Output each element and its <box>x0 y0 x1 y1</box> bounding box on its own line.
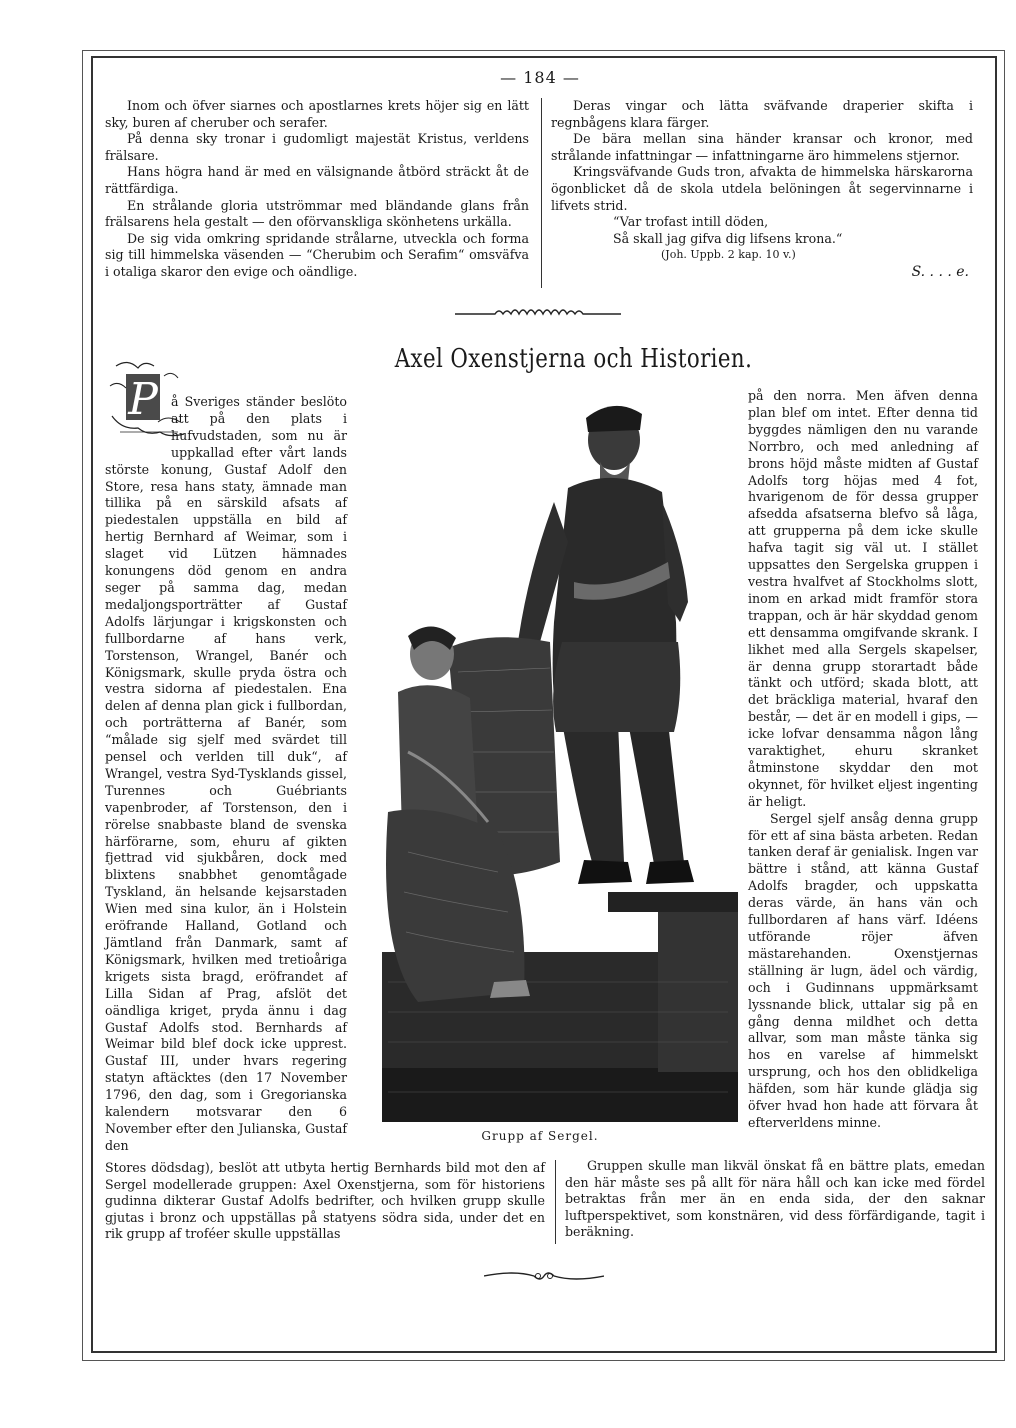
dropcap-letter: P <box>128 374 158 425</box>
article-bottom-left <box>105 1160 545 1243</box>
paragraph: På denna sky tronar i gudomligt majestät Kristus, verldens frälsare. <box>105 131 529 163</box>
article-left-text <box>105 394 347 1155</box>
paragraph: Stores dödsdag), beslöt att utbyta hertig Bernhards bild mot den af Sergel modellerade gruppen: Axel Oxenstjerna, som för historiens gudinna dikterar Gustaf Adolfs bedrifter, och hvilken grupp skulle gjutas i bronz och uppställas på statyens södra sida, under det en rik grupp af troféer skulle uppställas <box>105 1160 545 1242</box>
paragraph: Sergel sjelf ansåg denna grupp för ett af sina bästa arbeten. Redan tanken deraf är genialisk. Ingen var bättre i stånd, att känna Gustaf Adolfs bragder, och uppskatta deras värde, än hans vän och fullbordaren af hans värf. Idéens utförande röjer äfven mästarehanden. Oxenstjernas ställning är lugn, ädel och värdig, och i Gudinnans uppmärksamt lyssnande blick, uttalar sig på en gång denna mildhet och detta allvar, som man måste tänka sig hos en varelse af himmelskt ursprung, och hos den oblidkeliga häfden, som här kunde glädja sig öfver hvad hon hade att förvara åt efterverldens minne. <box>748 810 978 1130</box>
paragraph: De bära mellan sina händer kransar och kronor, med strålande infattningar — infattningarne äro himmelens stjernor. <box>551 131 973 163</box>
top-left-column <box>105 98 529 281</box>
article-bottom-right <box>565 1158 985 1241</box>
signature: S. . . . e. <box>911 263 969 280</box>
paragraph: Hans högra hand är med en välsignande åtbörd sträckt åt de rättfärdiga. <box>105 164 529 196</box>
figure-caption: Grupp af Sergel. <box>481 1129 599 1143</box>
paragraph: Inom och öfver siarnes och apostlarnes krets höjer sig en lätt sky, buren af cheruber och serafer. <box>105 98 529 130</box>
wavy-divider-ornament <box>455 304 621 320</box>
paragraph: De sig vida omkring spridande strålarne, utveckla och forma sig till himmelska väsenden — “Cherubim och Serafim“ omsväfva i otaliga skaror den evige och oändlige. <box>105 230 529 279</box>
quote-line: “Var trofast intill döden, <box>613 214 769 230</box>
article-right-column <box>748 388 978 1132</box>
paragraph: på den norra. Men äfven denna plan blef om intet. Efter denna tid byggdes nämligen den nu varande Norrbro, och med anledning af brons höjd måste midten af Gustaf Adolfs torg höjas med 4 fot, hvarigenom de för dessa grupper afsedda afsatserna blefvo så låga, att grupperna på dem icke skulle hafva tagit sig väl ut. I stället uppsattes den Sergelska gruppen i vestra hvalfvet af Stockholms slott, inom en arkad midt framför stora trappan, och är här skyddad genom ett densamma omgifvande skrank. I likhet med alla Sergels skapelser, är denna grupp storartadt både tänkt och utförd; skada blott, att det bräckliga material, hvaraf den består, — det är en modell i gips, — icke lofvar densamma någon lång varaktighet, ehuru skranket åtminstone skyddar den mot okynnet, för hvilket eljest ingenting är heligt. <box>748 388 978 809</box>
article-title: Axel Oxenstjerna och Historien. <box>394 344 753 374</box>
bottom-flourish-ornament <box>484 1268 604 1284</box>
dropcap-space <box>105 394 171 450</box>
quote-line: Så skall jag gifva dig lifsens krona.“ <box>613 230 843 246</box>
paragraph: Kringsväfvande Guds tron, afvakta de himmelska härskarorna ögonblicket då de skola utdela belöningen åt segervinnarne i lifvets strid. <box>551 164 973 213</box>
column-separator-top <box>541 98 542 288</box>
paragraph: Deras vingar och lätta sväfvande draperier skifta i regnbågens klara färger. <box>551 98 973 130</box>
paragraph: En strålande gloria utströmmar med bländande glans från frälsarens hela gestalt — den oförvanskliga skönhetens urkälla. <box>105 197 529 230</box>
page-number: — 184 — <box>500 68 580 87</box>
paragraph: Gruppen skulle man likväl önskat få en bättre plats, emedan den här måste ses på allt för nära håll och kan icke med fördel betraktas från mer än en enda sida, der den saknar luftperspektivet, som konstnären, vid dess förfärdigande, tagit i beräkning. <box>565 1158 985 1240</box>
top-right-column <box>551 98 973 281</box>
engraving-illustration <box>378 392 740 1128</box>
citation: (Joh. Uppb. 2 kap. 10 v.) <box>661 248 796 262</box>
paragraph: å Sveriges ständer beslöto att på den plats i hufvudstaden, som nu är uppkallad efter vårt lands störste konung, Gustaf Adolf den Store, resa hans staty, ämnade man tillika på en särskild afsats af piedestalen uppställa en bild af hertig Bernhard af Weimar, som i slaget vid Lützen hämnades konungens död genom en andra seger på samma dag, medan medaljongsporträtter af Gustaf Adolfs lärjungar i krigskonsten och fullbordarne af hans verk, Torstenson, Wrangel, Banér och Königsmark, skulle pryda östra och vestra sidorna af piedestalen. Ena delen af denna plan gick i fullbordan, och porträtterna af Banér, som “målade sig sjelf med svärdet till pensel och verlden till duk“, af Wrangel, vestra Syd-Tysklands gissel, Turennes och Guébriants vapenbroder, af Torstenson, den i rörelse snabbaste bland de svenska härförarne, som, ehuru af gikten fjettrad vid sjukbåren, dock med blixtens snabbhet genomtågade Tyskland, än helsande kejsarstaden Wien med sina kulor, än i Holstein eröfrande Halland, Gotland och Jämtland från Danmark, samt af Königsmark, hvilken med tretioåriga krigets sista bragd, eröfrandet af Lilla Sidan af Prag, afslöt det oändliga kriget, pryda ännu i dag Gustaf Adolfs stod. Bernhards af Weimar bild blef dock icke upprest. Gustaf III, under hvars regering statyn aftäcktes (den 17 November 1796, den dag, som i Gregorianska kalendern motsvarar den 6 November efter den Julianska, Gustaf den <box>105 394 347 1153</box>
column-separator-bottom <box>555 1160 556 1244</box>
